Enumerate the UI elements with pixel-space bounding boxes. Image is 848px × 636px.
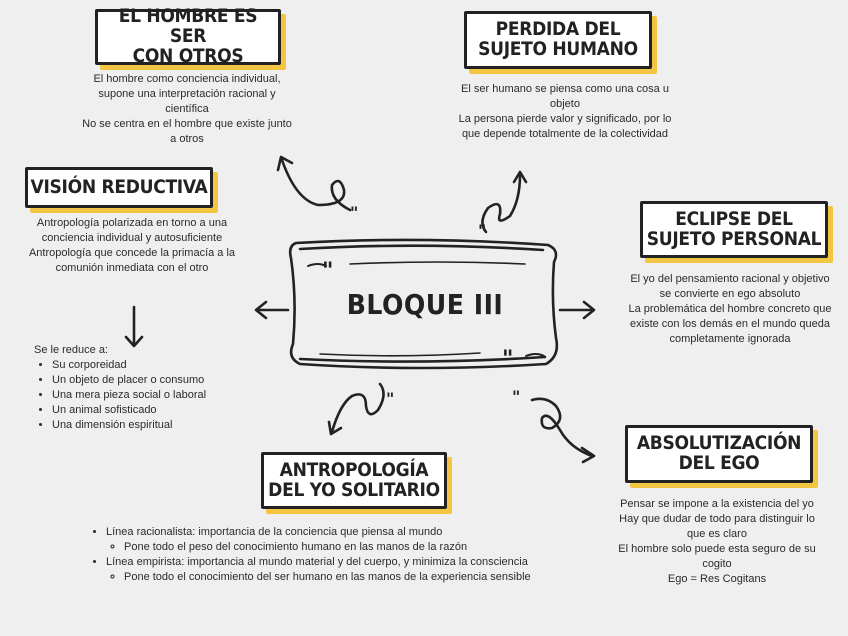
box-eclipse-title: ECLIPSE DEL SUJETO PERSONAL: [646, 207, 822, 250]
text-absolutizacion: [612, 497, 822, 587]
text-absolutizacion-line-2: Hay que dudar de todo para distinguir lo que es claro: [619, 513, 815, 540]
list-item-racionalista: [106, 525, 558, 555]
text-eclipse-line-2: La problemática del hombre concreto que existe con los demás en el mundo queda completamente ignorada: [628, 303, 832, 345]
text-vision: [26, 216, 238, 276]
racionalista-text: Línea racionalista: importancia de la conciencia que piensa al mundo: [106, 526, 443, 538]
box-absolutizacion-ego: [625, 425, 813, 483]
empirista-text: Línea empirista: importancia al mundo material y del cuerpo, y minimiza la consciencia: [106, 556, 528, 568]
svg-text:": ": [350, 203, 359, 222]
list-subitem: ◦ Pone todo el peso del conocimiento humano en las manos de la razón: [124, 540, 558, 555]
box-eclipse-sujeto-personal: [640, 201, 828, 258]
text-absolutizacion-line-1: Pensar se impone a la existencia del yo: [620, 498, 814, 510]
svg-text:": ": [478, 221, 487, 240]
box-hombre-title: EL HOMBRE ES SER CON OTROS: [118, 5, 258, 67]
box-perdida-title: PERDIDA DEL SUJETO HUMANO: [478, 18, 638, 60]
text-hombre: [82, 72, 292, 147]
list-item: • Su corporeidad: [52, 358, 264, 373]
svg-text:": ": [386, 389, 395, 408]
box-hombre-ser-con-otros: [95, 5, 281, 67]
lineas-list: [88, 525, 558, 585]
box-vision-reductiva: [25, 167, 213, 208]
text-hombre-line-2: No se centra en el hombre que existe junto a otros: [82, 118, 292, 145]
box-absolutizacion-title: ABSOLUTIZACIÓN DEL EGO: [636, 432, 802, 474]
list-item: • Una dimensión espiritual: [52, 418, 264, 433]
reduce-list: [34, 343, 264, 433]
text-vision-line-1: Antropología polarizada en torno a una conciencia individual y autosuficiente: [36, 217, 228, 244]
text-absolutizacion-line-4: Ego = Res Cogitans: [667, 573, 767, 585]
box-antropologia-title: ANTROPOLOGÍA DEL YO SOLITARIO: [268, 458, 440, 501]
text-vision-line-2: Antropología que concede la primacía a la comunión inmediata con el otro: [28, 247, 236, 274]
list-subitem: ◦ Pone todo el conocimiento del ser humano en las manos de la experiencia sensible: [124, 570, 558, 585]
text-eclipse-line-1: El yo del pensamiento racional y objetivo se convierte en ego absoluto: [630, 273, 830, 300]
text-hombre-line-1: El hombre como conciencia individual, supone una interpretación racional y científica: [93, 73, 281, 115]
svg-text:": ": [322, 258, 334, 284]
box-perdida-sujeto-humano: [464, 11, 652, 69]
text-perdida: [458, 82, 672, 142]
list-item-empirista: [106, 555, 558, 585]
list-item: • Un animal sofisticado: [52, 403, 264, 418]
text-absolutizacion-line-3: El hombre solo puede esta seguro de su cogito: [618, 543, 816, 570]
text-eclipse: [628, 272, 832, 347]
box-antropologia-yo-solitario: [261, 452, 447, 509]
box-vision-title: VISIÓN REDUCTIVA: [30, 175, 208, 198]
svg-text:": ": [502, 346, 514, 372]
text-perdida-line-2: La persona pierde valor y significado, por lo que depende totalmente de la colectividad: [458, 113, 672, 140]
svg-text:": ": [512, 387, 521, 406]
list-item: • Una mera pieza social o laboral: [52, 388, 264, 403]
text-perdida-line-1: El ser humano se piensa como una cosa u objeto: [461, 83, 669, 110]
reduce-intro: Se le reduce a:: [34, 344, 108, 356]
list-item: • Un objeto de placer o consumo: [52, 373, 264, 388]
center-title: BLOQUE III: [346, 288, 504, 321]
